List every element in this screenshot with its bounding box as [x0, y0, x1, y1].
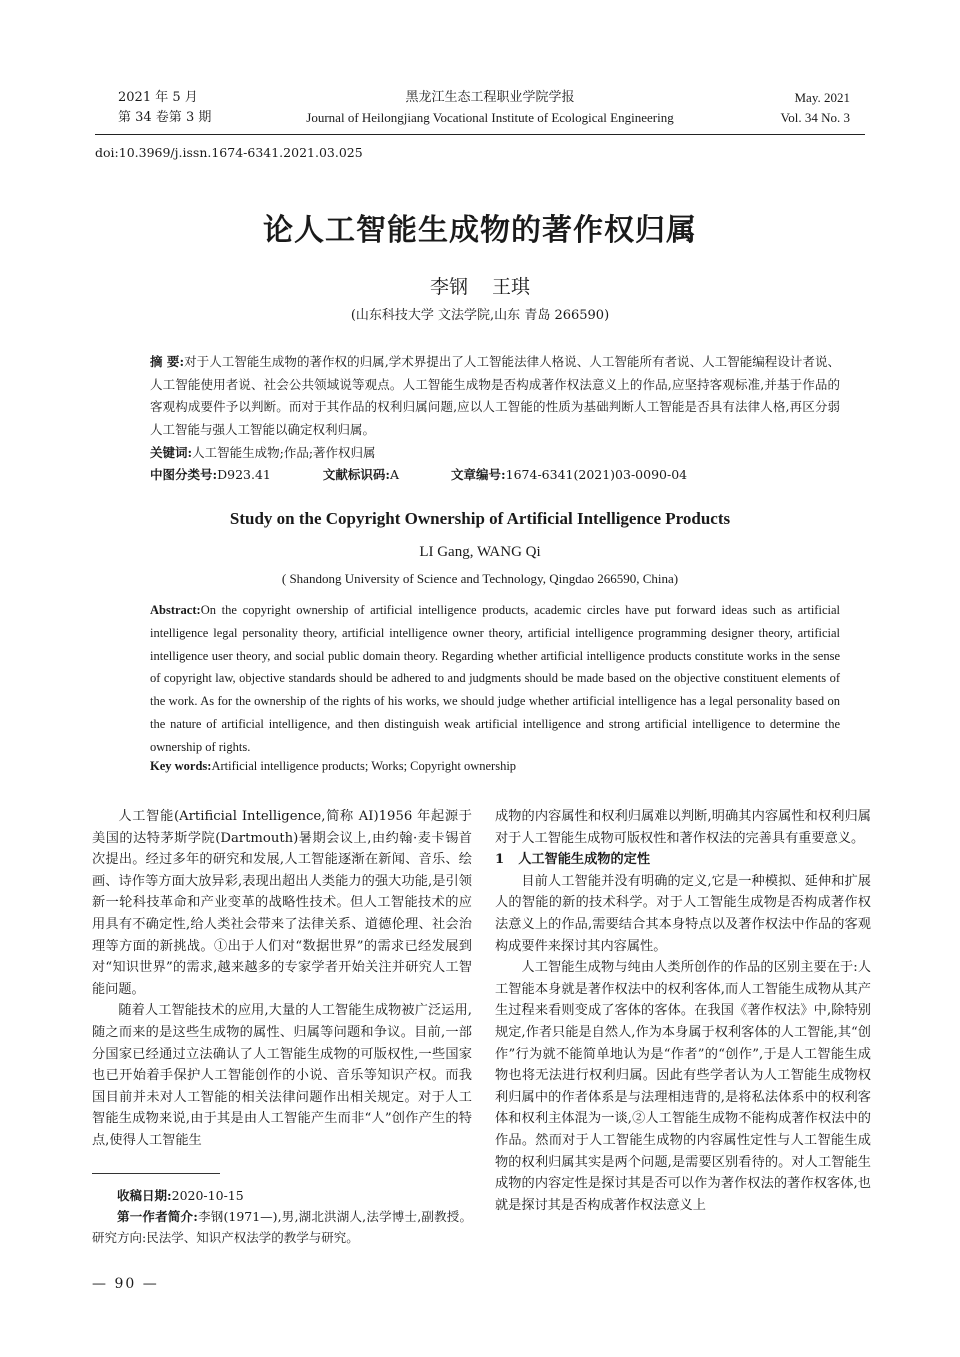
section-number: 1	[495, 852, 505, 868]
body-paragraph: 人工智能(Artificial Intelligence,简称 AI)1956 年起源于美国的达特茅斯学院(Dartmouth)暑期会议上,由约翰·麦卡锡首次提出。经过多年的研究和发展,人工智能逐渐在新闻、音乐、绘画、诗作等方面大放异彩,表现出超出人类能力的强大功能,是引领新一轮科技革命和产业变革的战略性技术。但人工智能技术的应用具有不确定性,给人类社会带来了法律关系、道德伦理、社会治理等方面的新挑战。①出于人们对“数据世界”的需求已经发展到对“知识世界”的需求,越来越多的专家学者开始关注并研究人工智能问题。	[92, 809, 472, 997]
abstract-en	[150, 599, 840, 759]
abstract-en-text: On the copyright ownership of artificial intelligence products, academic circles have put forward ideas such as artificial intelligence legal personality theory, artificial intelligence owner theory, artificial intelligence programming designer theory, artificial intelligence user theory, and social public domain theory. Regarding whether artificial intelligence products constitute works in the sense of copyright law, objective standards should be adhered to and judgments should be made based on the objective constituent elements of the work. As for the ownership of the rights of his works, we should judge whether artificial intelligence has a legal personality based on the nature of artificial intelligence, and then distinguish weak artificial intelligence and strong artificial intelligence to determine the ownership of rights.	[150, 603, 840, 754]
article-number-value: 1674-6341(2021)03-0090-04	[505, 467, 688, 482]
clc-value: D923.41	[217, 467, 271, 482]
clc-number	[150, 467, 271, 482]
keywords-cn-text: 人工智能生成物;作品;著作权归属	[192, 445, 376, 460]
page-number: — 90 —	[92, 1276, 159, 1292]
body-paragraph: 随着人工智能技术的应用,大量的人工智能生成物被广泛运用,随之而来的是这些生成物的属性、归属等问题和争议。目前,一部分国家已经通过立法确认了人工智能生成物的可版权性,一些国家也已开始着手保护人工智能创作的小说、音乐等知识产权。而我国目前并未对人工智能的相关法律问题作出相关规定。对于人工智能生成物来说,由于其是由人工智能产生而非“人”创作产生的特点,使得人工智能生	[92, 1003, 472, 1148]
article-title-en: Study on the Copyright Ownership of Artificial Intelligence Products	[229, 509, 731, 528]
abstract-cn-label: 摘 要:	[150, 354, 185, 369]
header-volume-cn: 第 34 卷第 3 期	[118, 110, 212, 125]
abstract-en-label: Abstract:	[150, 603, 201, 617]
article-number-label: 文章编号:	[451, 467, 506, 482]
abstract-cn	[150, 351, 840, 441]
body-column-right	[495, 806, 871, 1216]
clc-label: 中图分类号:	[150, 467, 218, 482]
keywords-cn	[150, 443, 376, 461]
authors-cn: 李钢 王琪	[429, 276, 531, 298]
author-bio-label: 第一作者简介:	[117, 1209, 198, 1224]
body-paragraph: 人工智能生成物与纯由人类所创作的作品的区别主要在于:人工智能本身就是著作权法中的权利客体,而人工智能生成物从其产生过程来看则变成了客体的客体。在我国《著作权法》中,除特别规定,作者只能是自然人,作为本身属于权利客体的人工智能,其“创作”行为就不能简单地认为是“作者”的“创作”,于是人工智能生成物也将无法进行权利归属。因此有些学者认为人工智能生成物权利归属中的作者体系是与法理相违背的,是将私法体系中的权利客体和权利主体混为一谈,②人工智能生成物不能构成著作权法中的作品。然而对于人工智能生成物的内容属性定性与人工智能生成物的权利归属其实是两个问题,是需要区别看待的。对人工智能生成物的内容定性是探讨其是否可以作为著作权法的著作权客体,也就是探讨其是否构成著作权法意义上	[495, 960, 871, 1213]
keywords-en-text: Artificial intelligence products; Works; Copyright ownership	[211, 759, 517, 773]
doc-code-label: 文献标识码:	[322, 467, 390, 482]
header-issue-cn	[118, 88, 268, 128]
received-label: 收稿日期:	[117, 1188, 172, 1203]
keywords-en-label: Key words:	[150, 759, 212, 773]
section-title: 人工智能生成物的定性	[518, 852, 651, 868]
header-date-en: May. 2021	[794, 90, 850, 105]
affiliation-cn: (山东科技大学 文法学院,山东 青岛 266590)	[350, 308, 610, 323]
header-issue-en	[740, 88, 850, 128]
doc-code-value: A	[390, 467, 400, 482]
body-column-left	[92, 806, 472, 1152]
article-title-cn: 论人工智能生成物的著作权归属	[263, 213, 697, 248]
doi: doi:10.3969/j.issn.1674-6341.2021.03.025	[95, 145, 363, 160]
footnote-rule	[92, 1173, 220, 1174]
article-number	[451, 467, 687, 482]
author-bio-text: 李钢(1971—),男,湖北洪湖人,法学博士,副教授。研究方向:民法学、知识产权法学的教学与研究。	[92, 1209, 472, 1245]
header-rule	[95, 134, 865, 135]
author-bio	[92, 1206, 472, 1248]
received-value: 2020-10-15	[171, 1188, 244, 1203]
abstract-cn-text: 对于人工智能生成物的著作权的归属,学术界提出了人工智能法律人格说、人工智能所有者说、人工智能编程设计者说、人工智能使用者说、社会公共领域说等观点。人工智能生成物是否构成著作权法意义上的作品,应坚持客观标准,并基于作品的客观构成要件予以判断。而对于其作品的权利归属问题,应以人工智能的性质为基础判断人工智能是否具有法律人格,再区分弱人工智能与强人工智能以确定权利归属。	[150, 354, 840, 437]
footnotes	[92, 1185, 472, 1248]
keywords-en	[150, 759, 516, 774]
header-date-cn: 2021 年 5 月	[118, 90, 198, 105]
header-journal-en: Journal of Heilongjiang Vocational Institute of Ecological Engineering	[306, 110, 674, 125]
document-code	[323, 467, 399, 482]
header-journal-cn: 黑龙江生态工程职业学院学报	[405, 90, 575, 105]
body-paragraph-continuation: 成物的内容属性和权利归属难以判断,明确其内容属性和权利归属对于人工智能生成物可版权性和著作权法的完善具有重要意义。	[495, 809, 871, 846]
keywords-cn-label: 关键词:	[150, 445, 193, 460]
classification-line	[150, 465, 850, 483]
received-date	[92, 1185, 472, 1206]
header-volume-en: Vol. 34 No. 3	[780, 110, 850, 125]
section-heading	[495, 849, 871, 871]
header-journal	[270, 88, 710, 128]
authors-en: LI Gang, WANG Qi	[419, 544, 541, 560]
body-paragraph: 目前人工智能并没有明确的定义,它是一种模拟、延伸和扩展人的智能的新的技术科学。对于人工智能生成物是否构成著作权法意义上的作品,需要结合其本身特点以及著作权法中作品的客观构成要件来探讨其内容属性。	[495, 873, 871, 954]
affiliation-en: ( Shandong University of Science and Technology, Qingdao 266590, China)	[281, 571, 679, 586]
